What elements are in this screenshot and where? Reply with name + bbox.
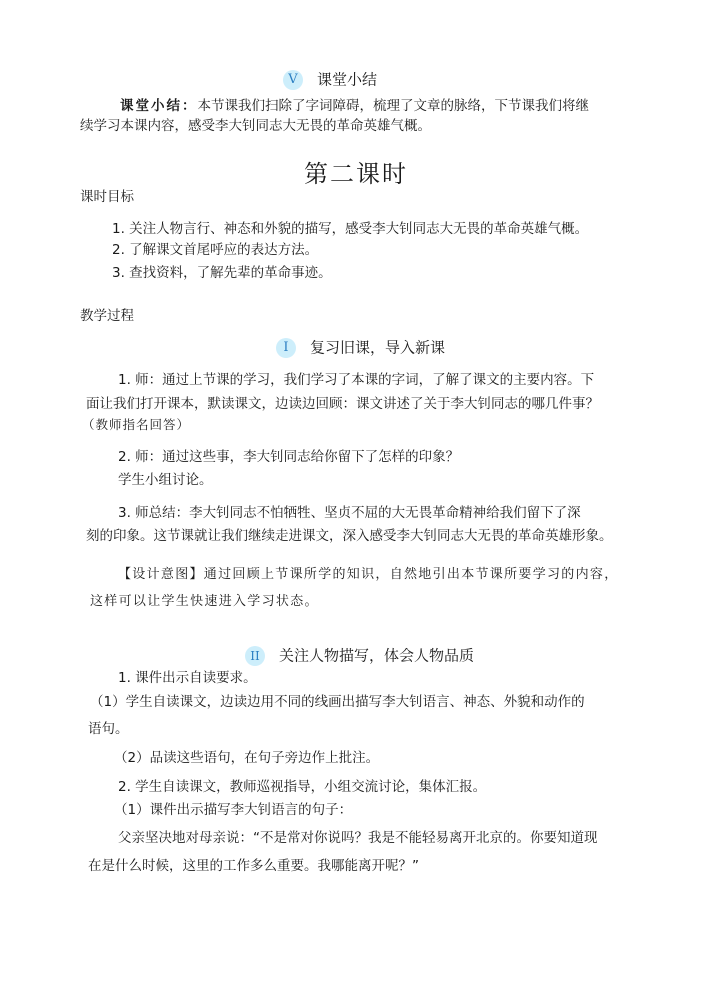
s1-intent-line2: 这样可以让学生快速进入学习状态。 xyxy=(90,594,319,609)
s1-p1-note: （教师指名回答） xyxy=(82,417,191,432)
section-ii-header xyxy=(245,644,474,667)
s2-line-5: 2. 学生自读课文，教师巡视指导，小组交流讨论，集体汇报。 xyxy=(118,779,487,795)
s2-line-8: 在是什么时候，这里的工作多么重要。我哪能离开呢？” xyxy=(88,858,419,874)
goal-item-3: 3. 查找资料，了解先辈的革命事迹。 xyxy=(112,265,332,281)
s2-line-7: 父亲坚决地对母亲说：“不是常对你说吗？我是不能轻易离开北京的。你要知道现 xyxy=(118,830,598,846)
roman-numeral-v-badge: V xyxy=(283,70,303,90)
s2-line-3: 语句。 xyxy=(88,721,129,737)
s2-line-1: 1. 课件出示自读要求。 xyxy=(118,670,257,686)
s2-line-4: （2）品读这些语句，在句子旁边作上批注。 xyxy=(114,750,380,766)
process-heading: 教学过程 xyxy=(80,308,134,324)
goals-heading: 课时目标 xyxy=(80,189,134,205)
s1-p2-line1: 2. 师：通过这些事，李大钊同志给你留下了怎样的印象？ xyxy=(118,449,460,465)
s1-intent-line1: 【设计意图】通过回顾上节课所学的知识，自然地引出本节课所要学习的内容， xyxy=(118,567,619,582)
section-v-header xyxy=(283,68,377,91)
summary-label: 课堂小结： xyxy=(120,98,198,114)
summary-line-1 xyxy=(120,96,589,116)
roman-numeral-ii-badge: II xyxy=(245,646,265,666)
s1-p1-line1: 1. 师：通过上节课的学习，我们学习了本课的字词，了解了课文的主要内容。下 xyxy=(118,372,595,388)
section-i-title: 复习旧课，导入新课 xyxy=(310,338,446,357)
goal-item-1: 1. 关注人物言行、神态和外貌的描写，感受李大钊同志大无畏的革命英雄气概。 xyxy=(112,221,589,237)
s2-line-6: （1）课件出示描写李大钊语言的句子： xyxy=(114,802,353,818)
lesson-title: 第二课时 xyxy=(304,160,408,188)
s1-p1-line2: 面让我们打开课本，默读课文，边读边回顾：课文讲述了关于李大钊同志的哪几件事？ xyxy=(86,396,599,412)
s2-line-2: （1）学生自读课文，边读边用不同的线画出描写李大钊语言、神态、外貌和动作的 xyxy=(90,694,585,710)
s1-p3-line1: 3. 师总结：李大钊同志不怕牺牲、坚贞不屈的大无畏革命精神给我们留下了深 xyxy=(118,505,581,521)
section-ii-title: 关注人物描写，体会人物品质 xyxy=(279,646,475,665)
s1-p3-line2: 刻的印象。这节课就让我们继续走进课文，深入感受李大钊同志大无畏的革命英雄形象。 xyxy=(86,528,613,544)
section-i-header xyxy=(276,336,445,359)
summary-text-line1: 本节课我们扫除了字词障碍，梳理了文章的脉络，下节课我们将继 xyxy=(197,98,589,114)
summary-text-line2: 续学习本课内容，感受李大钊同志大无畏的革命英雄气概。 xyxy=(80,118,431,134)
s1-p2-line2: 学生小组讨论。 xyxy=(118,472,213,488)
roman-numeral-i-badge: I xyxy=(276,338,296,358)
goal-item-2: 2. 了解课文首尾呼应的表达方法。 xyxy=(112,242,319,258)
section-v-title: 课堂小结 xyxy=(317,70,378,89)
